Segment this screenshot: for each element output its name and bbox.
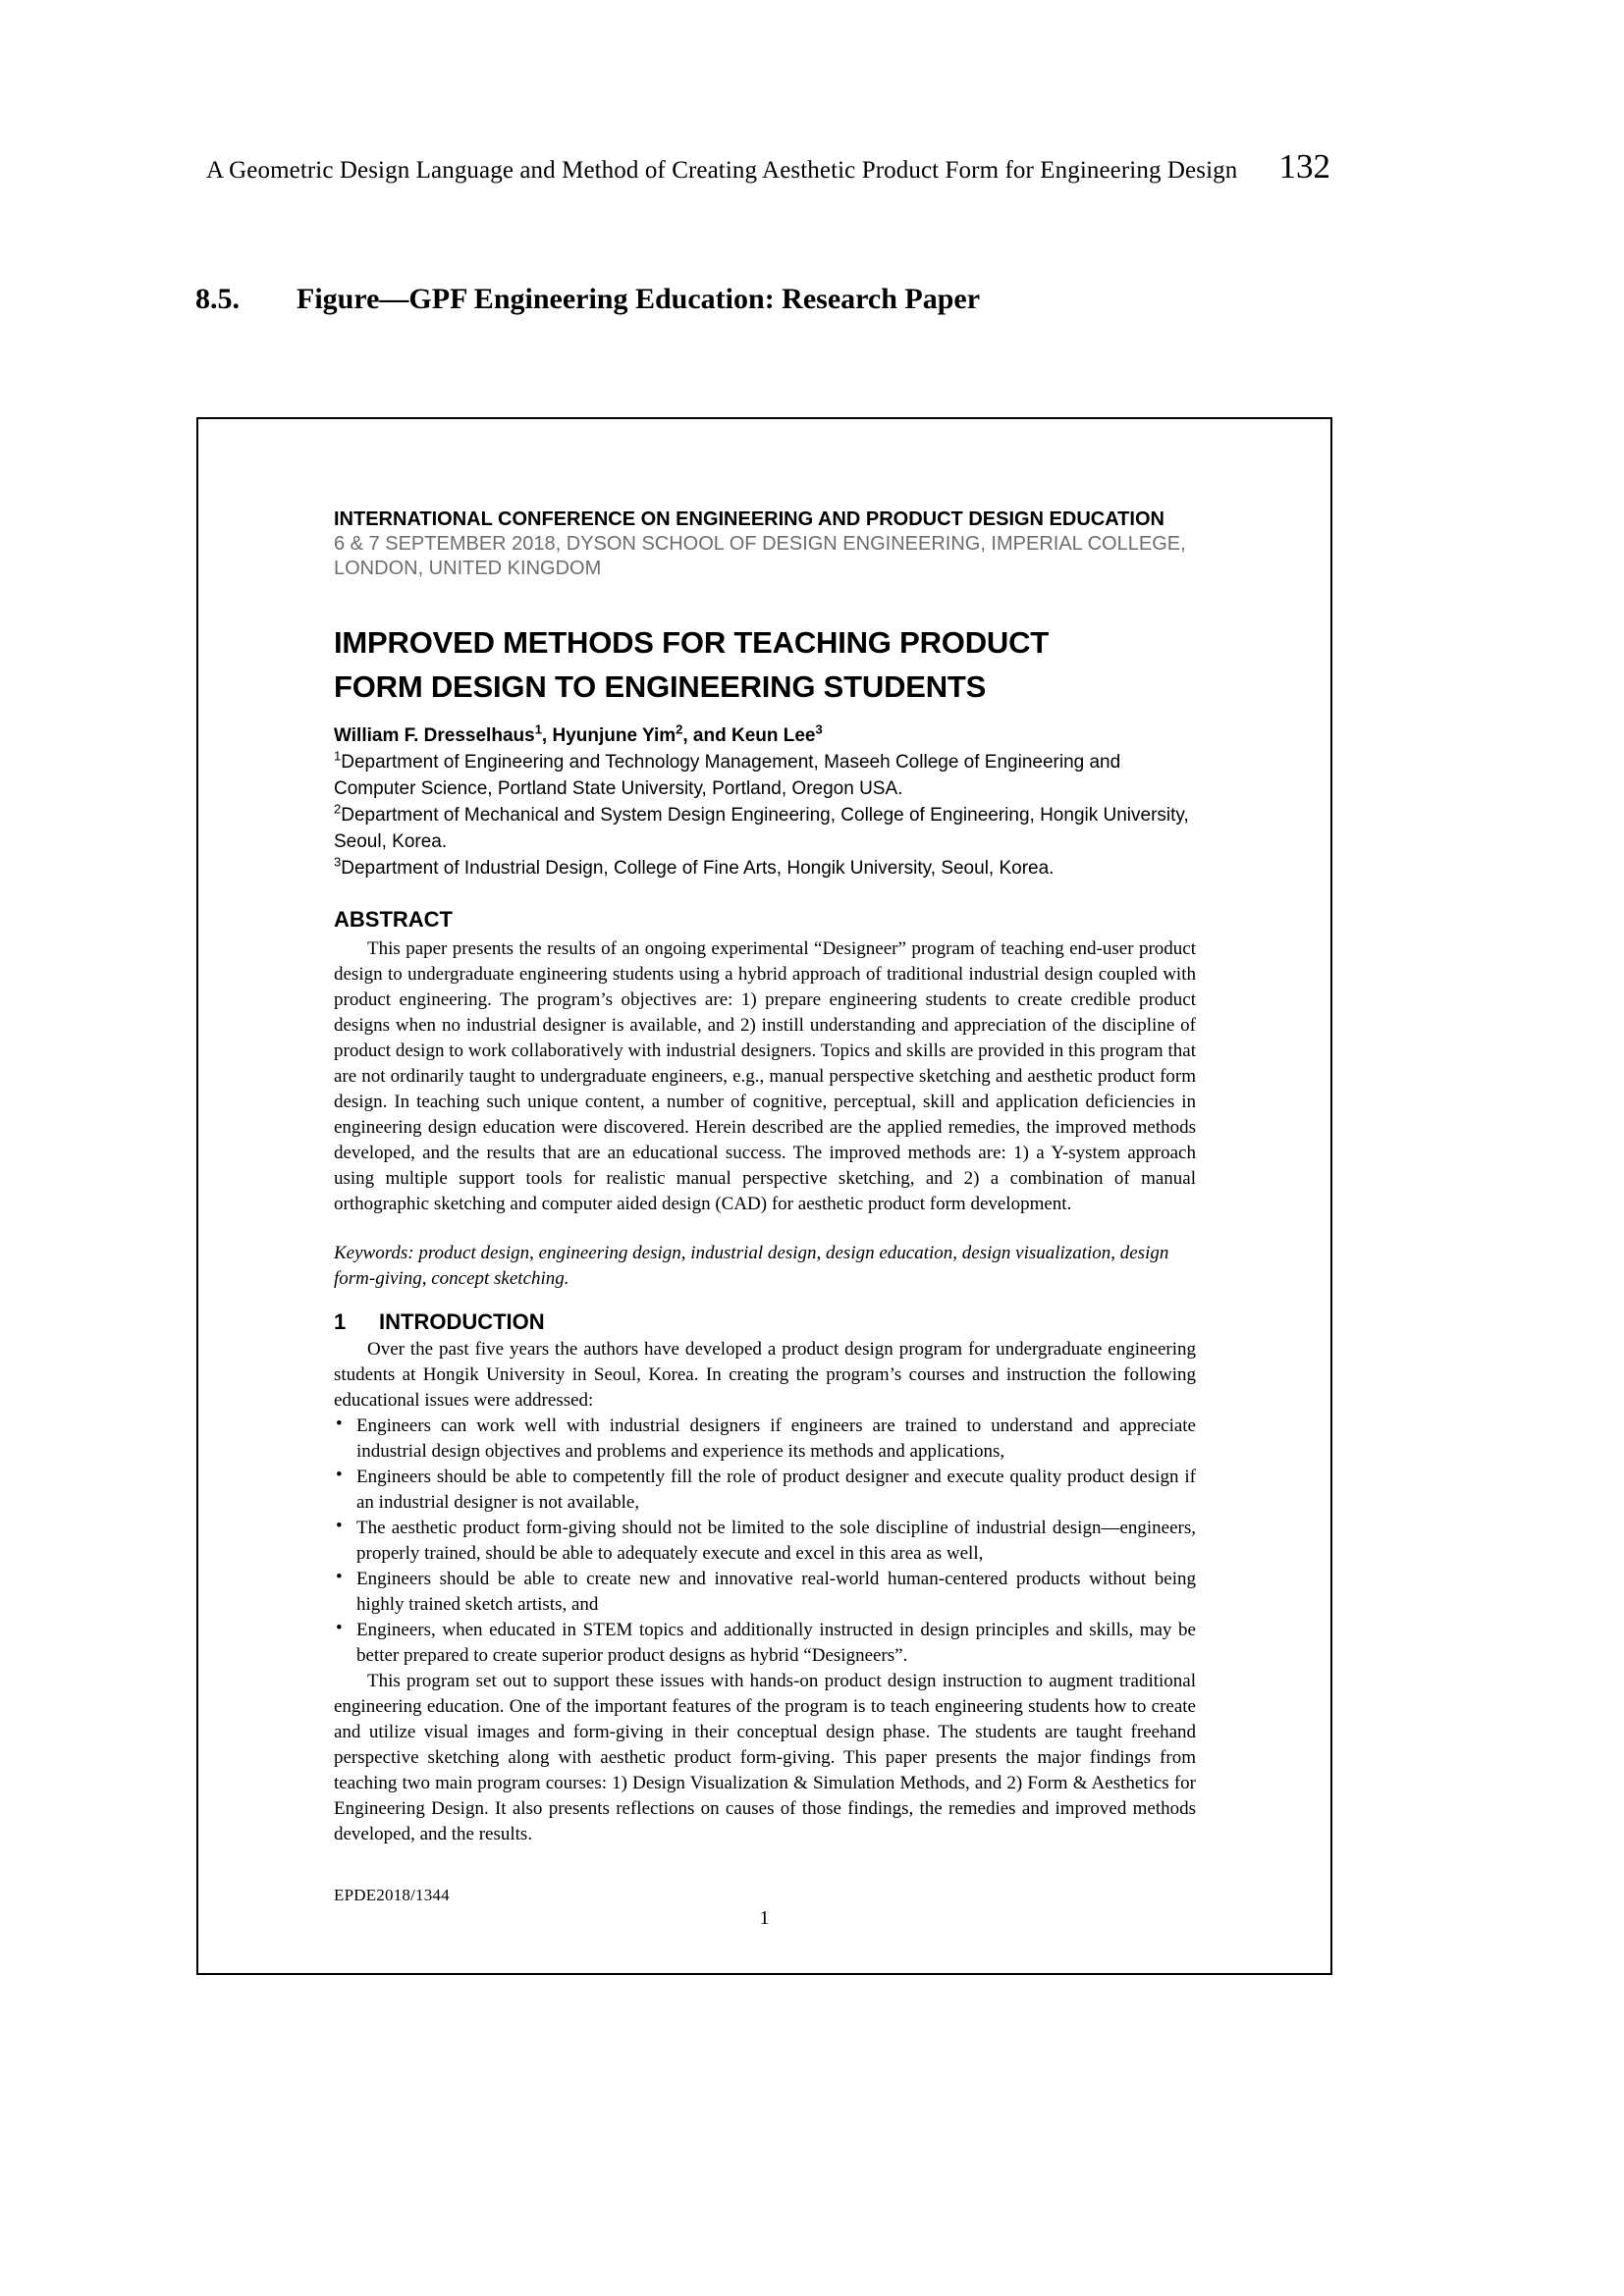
- abstract-text: This paper presents the results of an ongoing experimental “Designeer” program of teaching end-user product design to undergraduate engineering students using a hybrid approach of traditional industrial design coupled with product engineering. The program’s objectives are: 1) prepare engineering students to create credible product designs when no industrial designer is available, and 2) instill understanding and appreciation of the discipline of product design to work collaboratively with industrial designers. Topics and skills are provided in this program that are not ordinarily taught to undergraduate engineers, e.g., manual perspective sketching and aesthetic product form design. In teaching such unique content, a number of cognitive, perceptual, skill and application deficiencies in engineering design education were discovered. Herein described are the applied remedies, the improved methods developed, and the results that are an educational success. The improved methods are: 1) a Y-system approach using multiple support tools for realistic manual perspective sketching, and 2) a combination of manual orthographic sketching and computer aided design (CAD) for aesthetic product form development.: [334, 938, 1196, 1214]
- author-line: [334, 722, 1196, 749]
- conference-title: INTERNATIONAL CONFERENCE ON ENGINEERING AND PRODUCT DESIGN EDUCATION: [334, 508, 1164, 530]
- introduction-section-number: 1: [334, 1309, 347, 1334]
- bullet-icon: •: [336, 1567, 343, 1587]
- affiliation-text-2: Department of Mechanical and System Design Engineering, College of Engineering, Hongik University, Seoul, Korea.: [334, 805, 1189, 852]
- abstract-heading: ABSTRACT: [334, 907, 453, 932]
- page-header: [206, 147, 1330, 187]
- section-title: Figure—GPF Engineering Education: Research Paper: [297, 283, 981, 315]
- bullet-icon: •: [336, 1414, 343, 1434]
- bullet-item-2: [334, 1465, 1196, 1516]
- bullet-list: [334, 1414, 1196, 1669]
- paper-id: EPDE2018/1344: [334, 1886, 450, 1904]
- author-superscript-1: 1: [534, 721, 542, 737]
- intro-paragraph: Over the past five years the authors have developed a product design program for undergraduate engineering students at Hongik University in Seoul, Korea. In creating the program’s courses and instruction the following educational issues were addressed:: [334, 1339, 1196, 1411]
- author-name-1: William F. Dresselhaus: [334, 725, 535, 746]
- bullet-text-4: Engineers should be able to create new and innovative real-world human-centered products without being highly trained sketch artists, and: [356, 1569, 1196, 1615]
- bullet-text-2: Engineers should be able to competently fill the role of product designer and execute quality product design if an industrial designer is not available,: [356, 1467, 1196, 1513]
- affiliation-2: [334, 802, 1196, 855]
- author-name-2: , Hyunjune Yim: [541, 725, 677, 746]
- bullet-item-3: [334, 1516, 1196, 1567]
- bullet-text-5: Engineers, when educated in STEM topics and additionally instructed in design principles and skills, may be better prepared to create superior product designs as hybrid “Designeers”.: [356, 1620, 1196, 1666]
- page-number: 132: [1278, 147, 1330, 186]
- author-name-3: , and Keun Lee: [682, 725, 816, 746]
- paper-title-line1: IMPROVED METHODS FOR TEACHING PRODUCT: [334, 625, 1050, 660]
- bullet-icon: •: [336, 1465, 343, 1485]
- paper-page-number: 1: [759, 1907, 770, 1929]
- section-number: 8.5.: [195, 283, 240, 315]
- affiliation-text-3: Department of Industrial Design, College of Fine Arts, Hongik University, Seoul, Korea.: [341, 858, 1055, 879]
- bullet-item-5: [334, 1618, 1196, 1669]
- author-superscript-2: 2: [676, 721, 683, 737]
- bullet-text-3: The aesthetic product form-giving should not be limited to the sole discipline of industrial design—engineers, properly trained, should be able to adequately execute and excel in this area as well,: [356, 1518, 1196, 1564]
- closing-paragraph: This program set out to support these issues with hands-on product design instruction to augment traditional engineering education. One of the important features of the program is to teach engineering students how to create and utilize visual images and form-giving in their conceptual design phase. The students are taught freehand perspective sketching along with aesthetic product form-giving. This paper presents the major findings from teaching two main program courses: 1) Design Visualization & Simulation Methods, and 2) Form & Aesthetics for Engineering Design. It also presents reflections on causes of those findings, the remedies and improved methods developed, and the results.: [334, 1671, 1196, 1844]
- affiliation-text-1: Department of Engineering and Technology Management, Maseeh College of Engineering and Computer Science, Portland State University, Portland, Oregon USA.: [334, 752, 1121, 799]
- bullet-item-1: [334, 1414, 1196, 1465]
- affiliation-1: [334, 749, 1196, 802]
- conference-details: 6 & 7 SEPTEMBER 2018, DYSON SCHOOL OF DESIGN ENGINEERING, IMPERIAL COLLEGE, LONDON, UNITED KINGDOM: [334, 533, 1186, 579]
- conference-header: [334, 507, 1196, 581]
- bullet-item-4: [334, 1567, 1196, 1618]
- affiliation-superscript-2: 2: [334, 801, 342, 817]
- paper-title: [334, 620, 1196, 709]
- running-title: A Geometric Design Language and Method of Creating Aesthetic Product Form for Engineering Design: [206, 157, 1238, 184]
- introduction-heading: [334, 1309, 1196, 1335]
- author-superscript-3: 3: [815, 721, 823, 737]
- bullet-icon: •: [336, 1618, 343, 1638]
- paper-title-line2: FORM DESIGN TO ENGINEERING STUDENTS: [334, 669, 987, 704]
- bullet-icon: •: [336, 1516, 343, 1536]
- bullet-text-1: Engineers can work well with industrial designers if engineers are trained to understand and appreciate industrial design objectives and problems and experience its methods and applications,: [356, 1415, 1196, 1462]
- paper-page: [334, 419, 1196, 1847]
- keywords-line: Keywords: product design, engineering design, industrial design, design education, design visualization, design form-giving, concept sketching.: [334, 1243, 1169, 1289]
- affiliation-superscript-1: 1: [334, 748, 342, 764]
- introduction-section-title: INTRODUCTION: [379, 1309, 545, 1334]
- affiliation-3: [334, 855, 1196, 881]
- paper-figure-box: [196, 417, 1332, 1975]
- affiliation-superscript-3: 3: [334, 854, 342, 870]
- section-heading: [195, 283, 980, 316]
- authors-block: [334, 722, 1196, 881]
